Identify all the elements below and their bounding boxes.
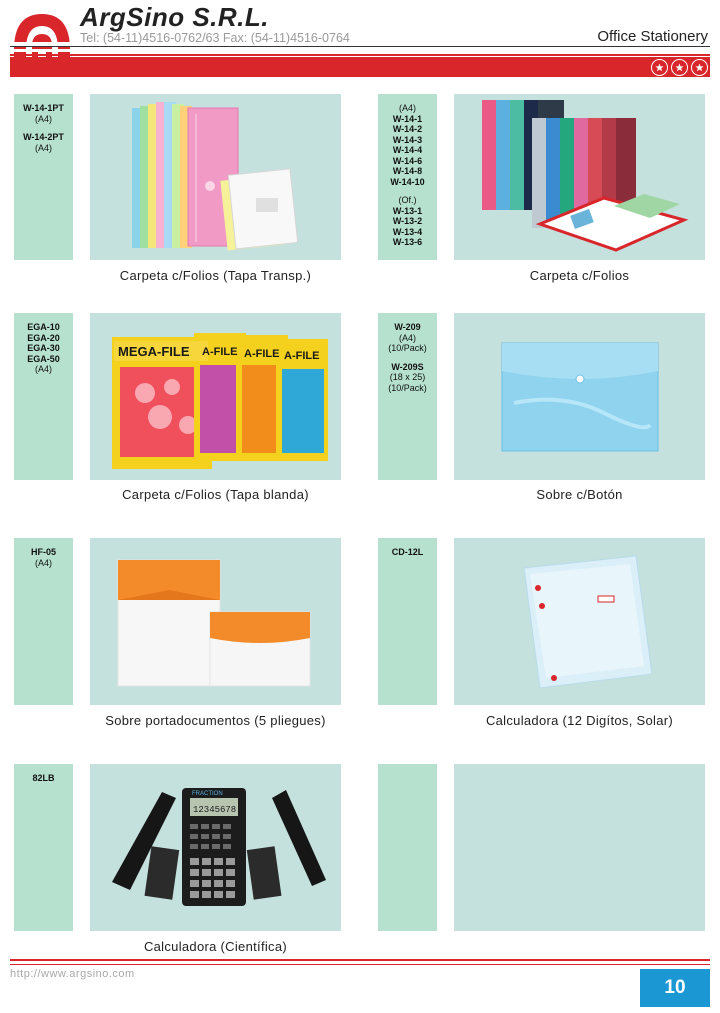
product-caption: Sobre c/Botón bbox=[536, 487, 623, 502]
product-caption: Carpeta c/Folios (Tapa Transp.) bbox=[119, 268, 312, 283]
seal-icon bbox=[691, 59, 708, 76]
seal-icon bbox=[671, 59, 688, 76]
product-codes bbox=[378, 538, 437, 705]
product-size: (A4) bbox=[398, 332, 416, 343]
product-caption: Carpeta c/Folios bbox=[529, 268, 630, 283]
product-codes bbox=[14, 94, 73, 260]
product-codes bbox=[14, 538, 73, 705]
header-red-bar bbox=[10, 57, 710, 77]
a-file-label: A-FILE bbox=[284, 350, 320, 362]
contact-info: Tel: (54-11)4516-0762/63 Fax: (54-11)4516-0764 bbox=[80, 31, 350, 45]
header-red-line bbox=[10, 54, 710, 56]
product-code: EGA-10 bbox=[27, 322, 60, 332]
company-name: ArgSino S.R.L. bbox=[80, 2, 269, 32]
product-size: (18 x 25) bbox=[389, 372, 426, 382]
product-caption: Calculadora (12 Digítos, Solar) bbox=[485, 713, 674, 728]
product-photo-cd-case bbox=[454, 538, 705, 705]
header-divider bbox=[10, 46, 710, 47]
product-codes bbox=[378, 313, 437, 480]
product-photo-display-books bbox=[454, 94, 705, 260]
product-code: W-14-2 bbox=[392, 124, 423, 134]
product-code: EGA-30 bbox=[27, 343, 60, 353]
product-code: EGA-50 bbox=[27, 353, 60, 364]
website-url: http://www.argsino.com bbox=[10, 968, 135, 980]
code-spacer bbox=[378, 187, 437, 195]
product-code: W-13-2 bbox=[392, 216, 423, 226]
calculator-display: 12345678 bbox=[193, 805, 237, 815]
quality-seals bbox=[651, 59, 708, 76]
product-size: (10/Pack) bbox=[388, 382, 427, 393]
footer-divider-thin bbox=[10, 964, 710, 965]
product-code: W-209S bbox=[391, 361, 424, 372]
seal-icon bbox=[651, 59, 668, 76]
product-size: (10/Pack) bbox=[388, 343, 427, 353]
a-file-label: A-FILE bbox=[244, 348, 280, 360]
product-codes-empty bbox=[378, 764, 437, 931]
product-photo-button-envelope bbox=[454, 313, 705, 480]
catalog-category: Office Stationery bbox=[597, 28, 708, 45]
product-caption: Calculadora (Científica) bbox=[143, 939, 288, 954]
product-size: (A4) bbox=[34, 364, 52, 374]
product-codes bbox=[14, 764, 73, 931]
code-spacer bbox=[378, 354, 437, 362]
footer-divider bbox=[10, 959, 710, 961]
product-photo-soft-cover-files bbox=[90, 313, 341, 480]
product-photo-empty bbox=[454, 764, 705, 931]
product-code: W-14-6 bbox=[392, 155, 423, 166]
product-size: (A4) bbox=[398, 103, 416, 113]
a-file-label: A-FILE bbox=[202, 346, 238, 358]
product-size: (A4) bbox=[34, 113, 52, 124]
product-code: W-13-1 bbox=[392, 205, 423, 216]
product-code: W-14-3 bbox=[392, 134, 423, 145]
mega-file-label: MEGA-FILE bbox=[118, 344, 190, 359]
product-code: W-14-4 bbox=[392, 145, 423, 155]
product-code: W-14-1PT bbox=[23, 103, 64, 113]
product-codes bbox=[14, 313, 73, 480]
product-code: W-13-6 bbox=[392, 237, 423, 247]
product-caption: Sobre portadocumentos (5 pliegues) bbox=[105, 713, 326, 728]
product-code: CD-12L bbox=[391, 547, 424, 557]
product-code: W-209 bbox=[394, 322, 421, 332]
calculator-brand: FRACTION bbox=[192, 791, 223, 797]
product-photo-scientific-calculator bbox=[90, 764, 341, 931]
product-size: (A4) bbox=[34, 142, 52, 153]
page-number: 10 bbox=[640, 969, 710, 1007]
product-code: W-14-1 bbox=[392, 113, 423, 124]
product-code: 82LB bbox=[32, 773, 55, 783]
product-code: W-14-2PT bbox=[23, 132, 64, 142]
product-caption: Carpeta c/Folios (Tapa blanda) bbox=[122, 487, 309, 502]
product-code: W-14-10 bbox=[390, 176, 425, 187]
product-photo-document-envelope bbox=[90, 538, 341, 705]
product-size: (Of.) bbox=[398, 195, 417, 205]
product-code: EGA-20 bbox=[27, 332, 60, 343]
product-code: W-13-4 bbox=[392, 226, 423, 237]
product-photo-transparent-folders bbox=[90, 94, 341, 260]
product-code: W-14-8 bbox=[392, 166, 423, 176]
product-size: (A4) bbox=[34, 557, 52, 568]
product-code: HF-05 bbox=[30, 547, 56, 557]
code-spacer bbox=[14, 124, 73, 132]
product-codes bbox=[378, 94, 437, 260]
